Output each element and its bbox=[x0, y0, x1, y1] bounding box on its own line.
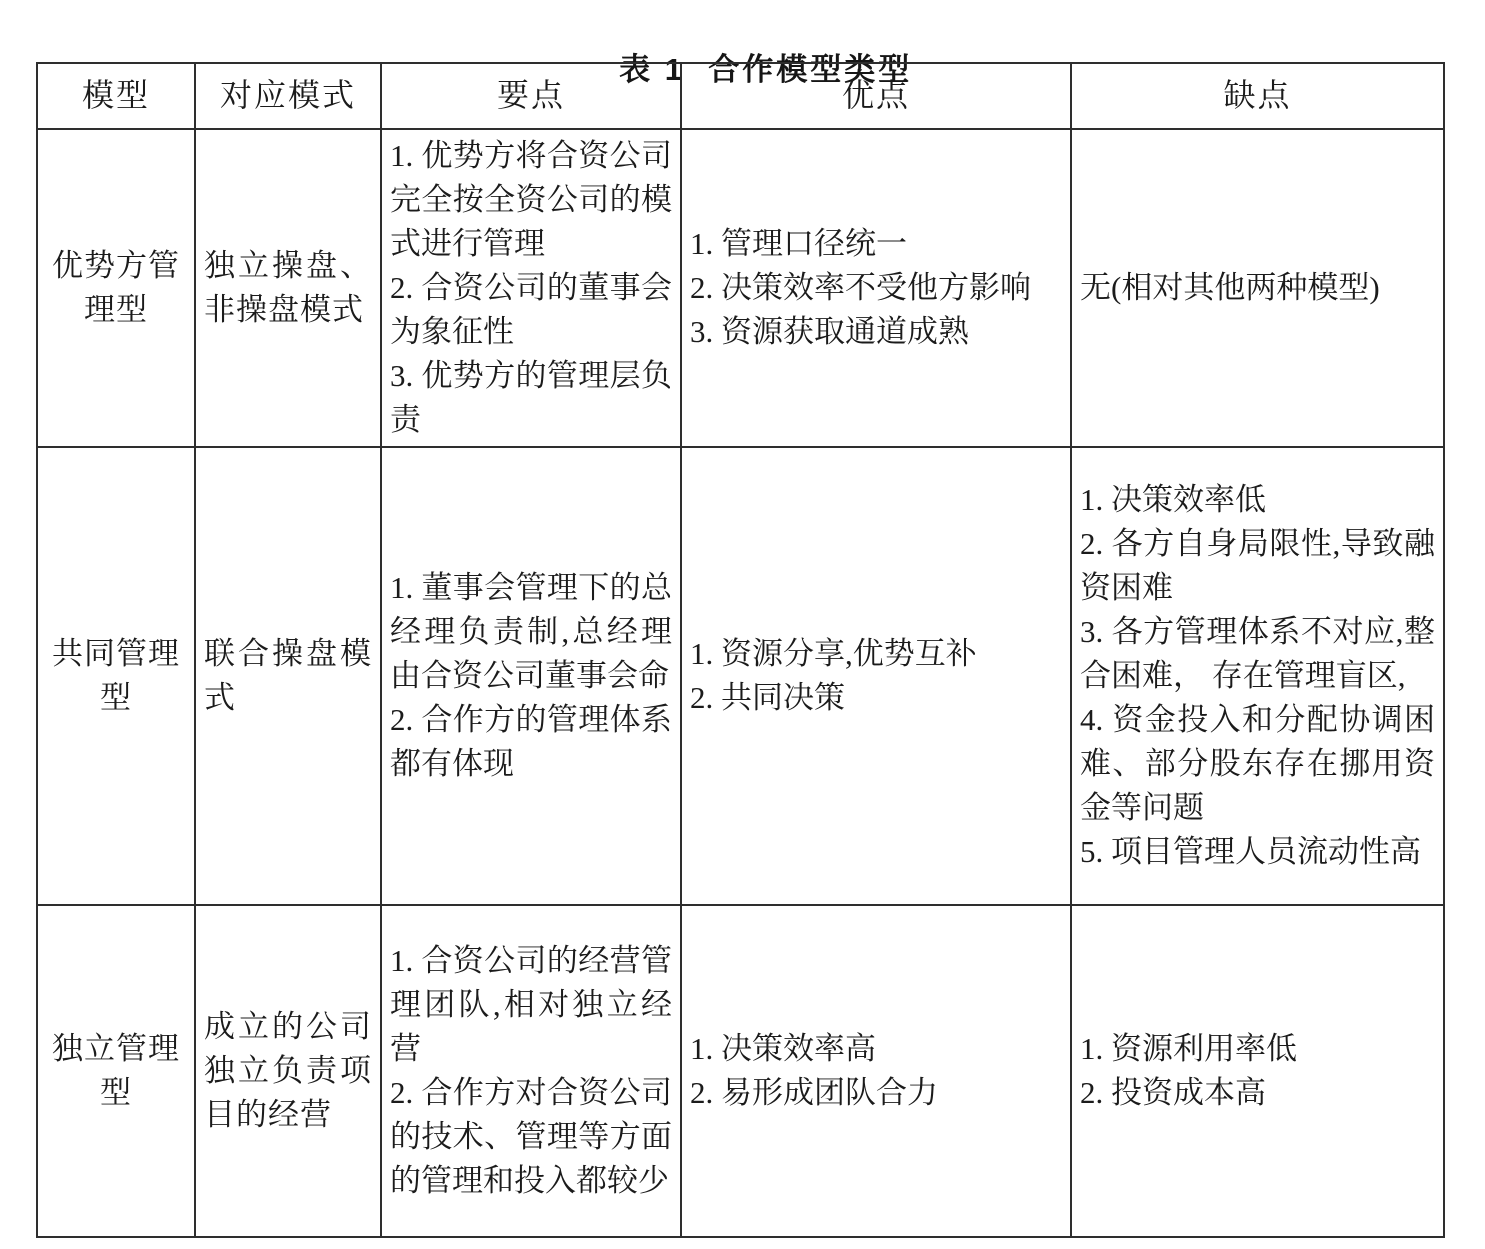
disadvantage-item: 5. 项目管理人员流动性高 bbox=[1080, 834, 1421, 870]
key-point-item: 2. 合作方的管理体系都有体现 bbox=[390, 702, 672, 782]
table-caption-text: 表 1 合作模型类型 bbox=[619, 52, 913, 87]
cell-mode: 成立的公司独立负责项目的经营 bbox=[195, 905, 381, 1237]
advantage-item: 1. 资源分享,优势互补 bbox=[690, 636, 977, 672]
key-point-item: 2. 合作方对合资公司的技术、管理等方面的管理和投入都较少 bbox=[390, 1075, 672, 1199]
advantage-item: 2. 决策效率不受他方影响 bbox=[690, 270, 1031, 306]
advantage-item: 2. 共同决策 bbox=[690, 680, 845, 716]
key-point-item: 1. 合资公司的经营管理团队,相对独立经营 bbox=[390, 943, 672, 1067]
disadvantage-item: 2. 各方自身局限性,导致融资困难 bbox=[1080, 526, 1435, 606]
header-mode: 对应模式 bbox=[195, 63, 381, 129]
cell-model: 优势方管理型 bbox=[37, 129, 195, 447]
advantage-item: 1. 决策效率高 bbox=[690, 1031, 876, 1067]
advantage-item: 3. 资源获取通道成熟 bbox=[690, 314, 969, 350]
cell-advantages bbox=[681, 447, 1071, 905]
cell-disadvantages bbox=[1071, 905, 1444, 1237]
table-header-row bbox=[37, 63, 1444, 129]
table-row bbox=[37, 129, 1444, 447]
cell-key-points bbox=[381, 129, 681, 447]
key-point-item: 1. 优势方将合资公司完全按全资公司的模式进行管理 bbox=[390, 138, 672, 262]
disadvantage-item: 2. 投资成本高 bbox=[1080, 1075, 1266, 1111]
cell-advantages bbox=[681, 905, 1071, 1237]
disadvantage-item: 1. 决策效率低 bbox=[1080, 482, 1266, 518]
cooperation-model-table bbox=[36, 62, 1445, 1238]
header-key-points: 要点 bbox=[381, 63, 681, 129]
cell-mode: 联合操盘模式 bbox=[195, 447, 381, 905]
table-row bbox=[37, 905, 1444, 1237]
header-advantages: 优点 bbox=[681, 63, 1071, 129]
advantage-item: 1. 管理口径统一 bbox=[690, 226, 907, 262]
key-point-item: 2. 合资公司的董事会为象征性 bbox=[390, 270, 672, 350]
cell-key-points bbox=[381, 905, 681, 1237]
cell-disadvantages bbox=[1071, 129, 1444, 447]
cell-model: 共同管理型 bbox=[37, 447, 195, 905]
disadvantage-item: 1. 资源利用率低 bbox=[1080, 1031, 1297, 1067]
key-point-item: 1. 董事会管理下的总经理负责制,总经理由合资公司董事会命 bbox=[390, 570, 672, 694]
cell-disadvantages bbox=[1071, 447, 1444, 905]
key-point-item: 3. 优势方的管理层负责 bbox=[390, 358, 672, 438]
disadvantage-item: 4. 资金投入和分配协调困难、部分股东存在挪用资金等问题 bbox=[1080, 702, 1435, 826]
cell-model: 独立管理型 bbox=[37, 905, 195, 1237]
disadvantage-item: 无(相对其他两种模型) bbox=[1080, 270, 1380, 306]
header-model: 模型 bbox=[37, 63, 195, 129]
disadvantage-item: 3. 各方管理体系不对应,整合困难， 存在管理盲区, bbox=[1080, 614, 1435, 694]
cell-mode: 独立操盘、非操盘模式 bbox=[195, 129, 381, 447]
advantage-item: 2. 易形成团队合力 bbox=[690, 1075, 938, 1111]
cell-key-points bbox=[381, 447, 681, 905]
header-disadvantages: 缺点 bbox=[1071, 63, 1444, 129]
cell-advantages bbox=[681, 129, 1071, 447]
table-row bbox=[37, 447, 1444, 905]
